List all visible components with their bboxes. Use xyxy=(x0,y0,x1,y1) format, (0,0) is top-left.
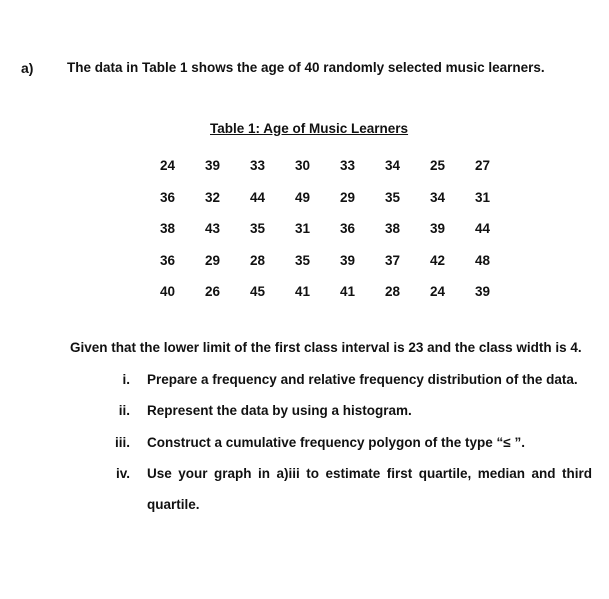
table-cell: 26 xyxy=(204,284,221,300)
table-cell: 29 xyxy=(339,189,356,205)
task-text: Represent the data by using a histogram. xyxy=(147,403,412,418)
task-number: i. xyxy=(122,372,130,387)
table-cell: 30 xyxy=(294,158,311,174)
table-cell: 39 xyxy=(474,284,491,300)
table-cell: 40 xyxy=(159,284,176,300)
task-number: iii. xyxy=(114,435,130,450)
table-cell: 39 xyxy=(339,252,356,268)
question-intro: The data in Table 1 shows the age of 40 randomly selected music learners. xyxy=(67,60,545,75)
task-text: Construct a cumulative frequency polygon of the type “≤ ”. xyxy=(147,435,525,450)
table-cell: 48 xyxy=(474,252,491,268)
table-cell: 35 xyxy=(384,189,401,205)
table-cell: 24 xyxy=(429,284,446,300)
table-cell: 32 xyxy=(204,189,221,205)
table-cell: 31 xyxy=(474,189,491,205)
table-cell: 35 xyxy=(249,221,266,237)
table-cell: 42 xyxy=(429,252,446,268)
task-number: ii. xyxy=(118,403,130,418)
table-cell: 45 xyxy=(249,284,266,300)
question-label: a) xyxy=(21,60,34,76)
task-text-continuation: quartile. xyxy=(147,497,200,512)
table-title: Table 1: Age of Music Learners xyxy=(210,121,409,136)
table-cell: 44 xyxy=(249,189,266,205)
table-row xyxy=(145,213,505,245)
age-data-table xyxy=(145,150,505,308)
table-cell: 44 xyxy=(474,221,491,237)
table-cell: 34 xyxy=(384,158,401,174)
table-row xyxy=(145,182,505,214)
table-cell: 41 xyxy=(294,284,311,300)
table-cell: 49 xyxy=(294,189,311,205)
table-cell: 25 xyxy=(429,158,446,174)
table-cell: 39 xyxy=(204,158,221,174)
table-cell: 29 xyxy=(204,252,221,268)
table-cell: 38 xyxy=(159,221,176,237)
table-cell: 35 xyxy=(294,252,311,268)
table-cell: 27 xyxy=(474,158,491,174)
table-cell: 34 xyxy=(429,189,446,205)
task-text: Use your graph in a)iii to estimate first quartile, median and third xyxy=(147,466,592,481)
table-cell: 28 xyxy=(249,252,266,268)
task-text: Prepare a frequency and relative frequency distribution of the data. xyxy=(147,372,578,387)
table-cell: 43 xyxy=(204,221,221,237)
task-number: iv. xyxy=(115,466,130,481)
table-cell: 38 xyxy=(384,221,401,237)
table-cell: 36 xyxy=(339,221,356,237)
given-statement: Given that the lower limit of the first class interval is 23 and the class width is 4. xyxy=(70,340,582,355)
table-cell: 36 xyxy=(159,252,176,268)
table-row xyxy=(145,150,505,182)
table-row xyxy=(145,245,505,277)
table-cell: 36 xyxy=(159,189,176,205)
table-row xyxy=(145,276,505,308)
table-cell: 33 xyxy=(339,158,356,174)
table-cell: 33 xyxy=(249,158,266,174)
table-cell: 24 xyxy=(159,158,176,174)
table-cell: 31 xyxy=(294,221,311,237)
table-cell: 41 xyxy=(339,284,356,300)
table-cell: 37 xyxy=(384,252,401,268)
table-cell: 39 xyxy=(429,221,446,237)
table-cell: 28 xyxy=(384,284,401,300)
